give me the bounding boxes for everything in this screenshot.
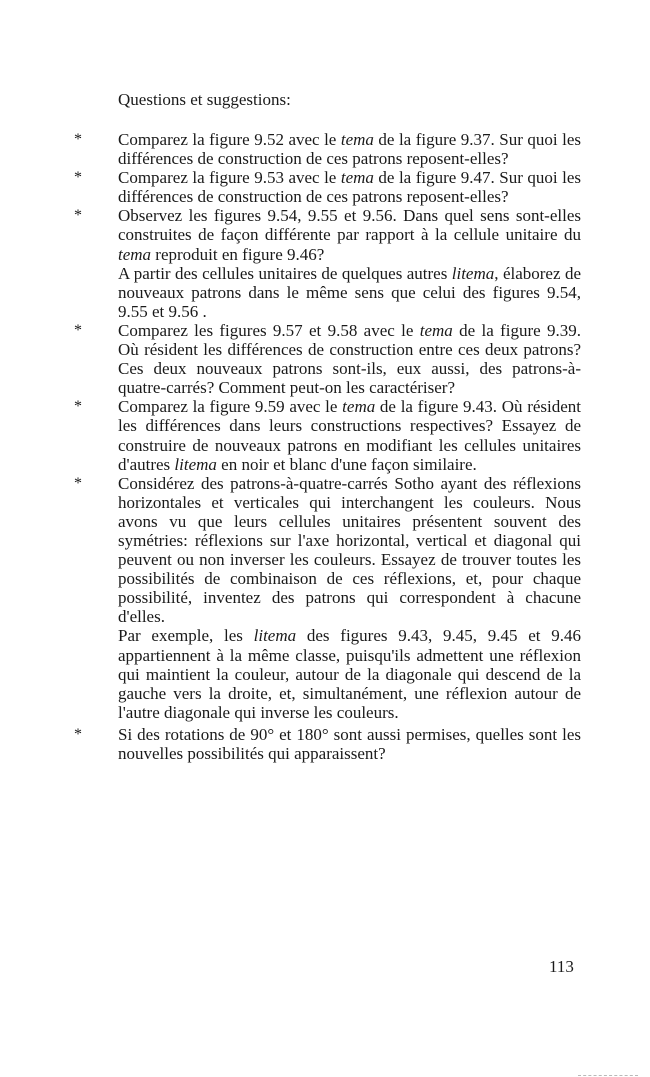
italic-term: tema [342,397,376,417]
question-paragraph: Comparez la figure 9.52 avec le tema de la figure 9.37. Sur quoi les différences de construction de ces patrons reposent-elles? [118,130,582,169]
question-paragraph: Comparez la figure 9.53 avec le tema de la figure 9.47. Sur quoi les différences de construction de ces patrons reposent-elles? [118,168,582,207]
page-number: 113 [549,957,574,976]
question-paragraph: Comparez les figures 9.57 et 9.58 avec le tema de la figure 9.39. Où résident les différences de construction entre ces deux patrons? Ces deux nouveaux patrons sont-ils, eux aussi, des patrons-à-quatre-carrés? Comment peut-on les caractériser? [118,320,582,398]
asterisk-bullet-icon: * [74,398,82,416]
question-paragraph: Si des rotations de 90° et 180° sont aussi permises, quelles sont les nouvelles possibilités qui apparaissent? [118,724,581,763]
italic-term: tema [419,320,453,340]
asterisk-bullet-icon: * [74,169,82,187]
asterisk-bullet-icon: * [74,321,82,339]
question-item [74,168,582,207]
question-paragraph: Par exemple, les litema des figures 9.43, 9.45, 9.45 et 9.46 appartiennent à la même classe, puisqu'ils admettent une réflexion qui maintient la couleur, autour de la diagonale qui descend de la gauche vers la droite, et, simultanément, une réflexion autour de l'autre diagonale qui inverse les couleurs. [118,626,581,722]
question-item [74,724,581,763]
italic-term: tema [118,244,152,264]
question-paragraph: Observez les figures 9.54, 9.55 et 9.56. Dans quel sens sont-elles construites de façon différente par rapport à la cellule unitaire du tema reproduit en figure 9.46? [118,206,581,264]
italic-term: tema [340,130,374,149]
question-item [74,130,582,169]
italic-term: litema [174,454,217,474]
asterisk-bullet-icon: * [74,474,82,492]
asterisk-bullet-icon: * [74,207,82,225]
question-item [74,206,581,321]
question-paragraph: A partir des cellules unitaires de quelques autres litema, élaborez de nouveaux patrons dans le même sens que celui des figures 9.54, 9.55 et 9.56 . [118,263,581,321]
question-item [74,397,582,474]
question-paragraph: Comparez la figure 9.59 avec le tema de la figure 9.43. Où résident les différences dans leurs constructions respectives? Essayez de construire de nouveaux patrons en modifiant les cellules unitaires d'autres litema en noir et blanc d'une façon similaire. [118,397,582,474]
asterisk-bullet-icon: * [74,131,82,148]
italic-term: litema [253,626,297,646]
question-paragraph: Considérez des patrons-à-quatre-carrés Sotho ayant des réflexions horizontales et verticales qui interchangent les couleurs. Nous avons vu que leurs cellules unitaires présentent souvent des symétries: réflexions sur l'axe horizontal, vertical et diagonal qui peuvent ou non inverser les couleurs. Essayez de trouver toutes les possibilités de combinaison de ces réflexions, et, pour chaque possibilité, inventez des patrons qui correspondent à chacune d'elles. [118,473,581,627]
italic-term: tema [340,168,374,188]
section-heading: Questions et suggestions: [118,90,291,109]
question-item [74,320,582,398]
questions-list [74,130,582,763]
italic-term: litema [451,263,495,283]
asterisk-bullet-icon: * [74,725,82,743]
question-item [74,473,581,722]
